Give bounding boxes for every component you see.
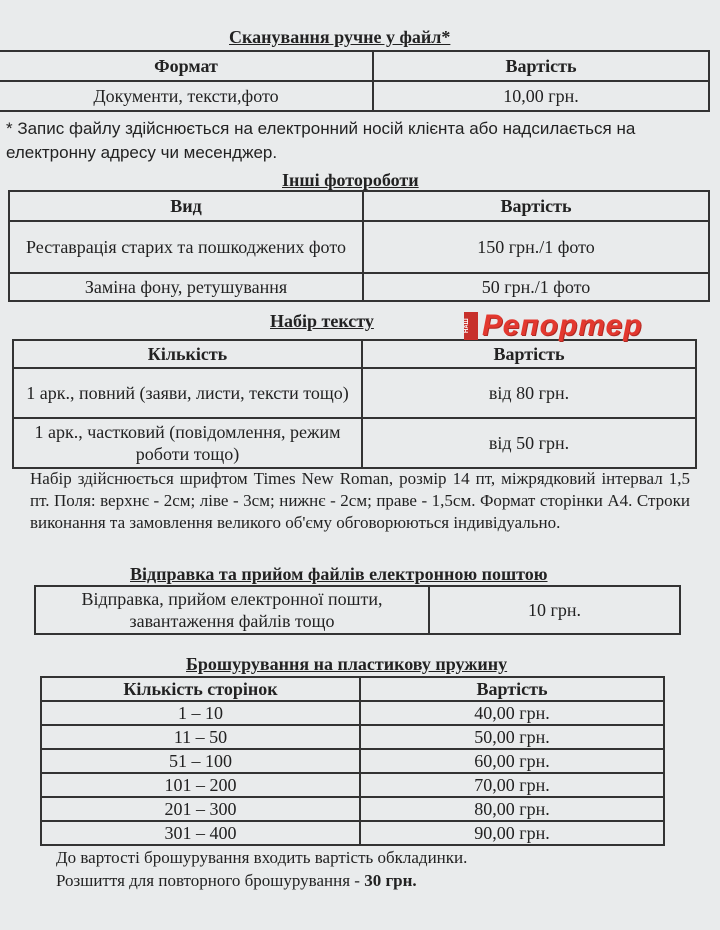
logo-mark-icon: НАШ: [464, 312, 478, 340]
scan-row-price: 10,00 грн.: [373, 81, 709, 111]
typing-title: Набір тексту: [270, 311, 374, 331]
table-row: [0, 81, 709, 111]
binding-pages: 1 – 10: [41, 701, 360, 725]
binding-pages: 201 – 300: [41, 797, 360, 821]
typing-table: [12, 339, 697, 469]
scan-title: Сканування ручне у файл*: [229, 27, 451, 47]
photo-row-price: 50 грн./1 фото: [363, 273, 709, 301]
email-title: Відправка та прийом файлів електронною поштою: [130, 564, 548, 584]
binding-pages: 301 – 400: [41, 821, 360, 845]
binding-pages: 101 – 200: [41, 773, 360, 797]
binding-header-pages: Кількість сторінок: [41, 677, 360, 701]
binding-note-cover: До вартості брошурування входить вартість обкладинки.: [56, 848, 468, 867]
scan-table: [0, 50, 710, 112]
binding-price: 40,00 грн.: [360, 701, 664, 725]
typing-note: Набір здійснюється шрифтом Times New Roman, розмір 14 пт, міжрядковий інтервал 1,5 пт. Поля: верхнє - 2см; ліве - 3см; нижнє - 2см; праве - 1,5см. Формат сторінки А4. Строки виконання та замовлення великого об'єму обговорюються індивідуально.: [30, 469, 690, 532]
typing-header-price: Вартість: [362, 340, 696, 368]
binding-note-rebind: [56, 869, 696, 892]
table-row: [41, 797, 664, 821]
scan-header-format: Формат: [0, 51, 373, 81]
binding-price: 50,00 грн.: [360, 725, 664, 749]
binding-header-price: Вартість: [360, 677, 664, 701]
photo-row-price: 150 грн./1 фото: [363, 221, 709, 273]
typing-row-price: від 50 грн.: [362, 418, 696, 468]
rebind-text: Розшиття для повторного брошурування -: [56, 871, 365, 890]
table-row: [9, 273, 709, 301]
typing-row-qty: 1 арк., повний (заяви, листи, тексти тощо): [13, 368, 362, 418]
typing-row-price: від 80 грн.: [362, 368, 696, 418]
rebind-price: 30 грн.: [364, 871, 417, 890]
table-row: [41, 773, 664, 797]
table-row: [13, 368, 696, 418]
table-row: [9, 221, 709, 273]
photo-row-type: Заміна фону, ретушування: [9, 273, 363, 301]
table-row: [41, 725, 664, 749]
scan-note: * Запис файлу здійснюється на електронний носій клієнта або надсилається на електронну адресу чи месенджер.: [6, 119, 636, 162]
table-row: [41, 821, 664, 845]
email-row-service: Відправка, прийом електронної пошти, завантаження файлів тощо: [35, 586, 429, 634]
table-row: [35, 586, 680, 634]
typing-row-qty: 1 арк., частковий (повідомлення, режим роботи тощо): [13, 418, 362, 468]
binding-pages: 11 – 50: [41, 725, 360, 749]
photo-row-type: Реставрація старих та пошкоджених фото: [9, 221, 363, 273]
photo-title: Інші фотороботи: [282, 170, 419, 190]
logo-brand-text: Репортер: [482, 309, 643, 342]
typing-header-qty: Кількість: [13, 340, 362, 368]
binding-pages: 51 – 100: [41, 749, 360, 773]
binding-title: Брошурування на пластикову пружину: [186, 654, 508, 674]
scan-row-format: Документи, тексти,фото: [0, 81, 373, 111]
binding-price: 90,00 грн.: [360, 821, 664, 845]
table-row: [41, 749, 664, 773]
binding-price: 80,00 грн.: [360, 797, 664, 821]
binding-table: [40, 676, 665, 846]
photo-header-price: Вартість: [363, 191, 709, 221]
photo-header-type: Вид: [9, 191, 363, 221]
photo-table: [8, 190, 710, 302]
binding-price: 70,00 грн.: [360, 773, 664, 797]
email-row-price: 10 грн.: [429, 586, 680, 634]
table-row: [41, 701, 664, 725]
table-row: [13, 418, 696, 468]
reporter-watermark-logo: [464, 308, 689, 344]
email-table: [34, 585, 681, 635]
scan-header-price: Вартість: [373, 51, 709, 81]
binding-price: 60,00 грн.: [360, 749, 664, 773]
